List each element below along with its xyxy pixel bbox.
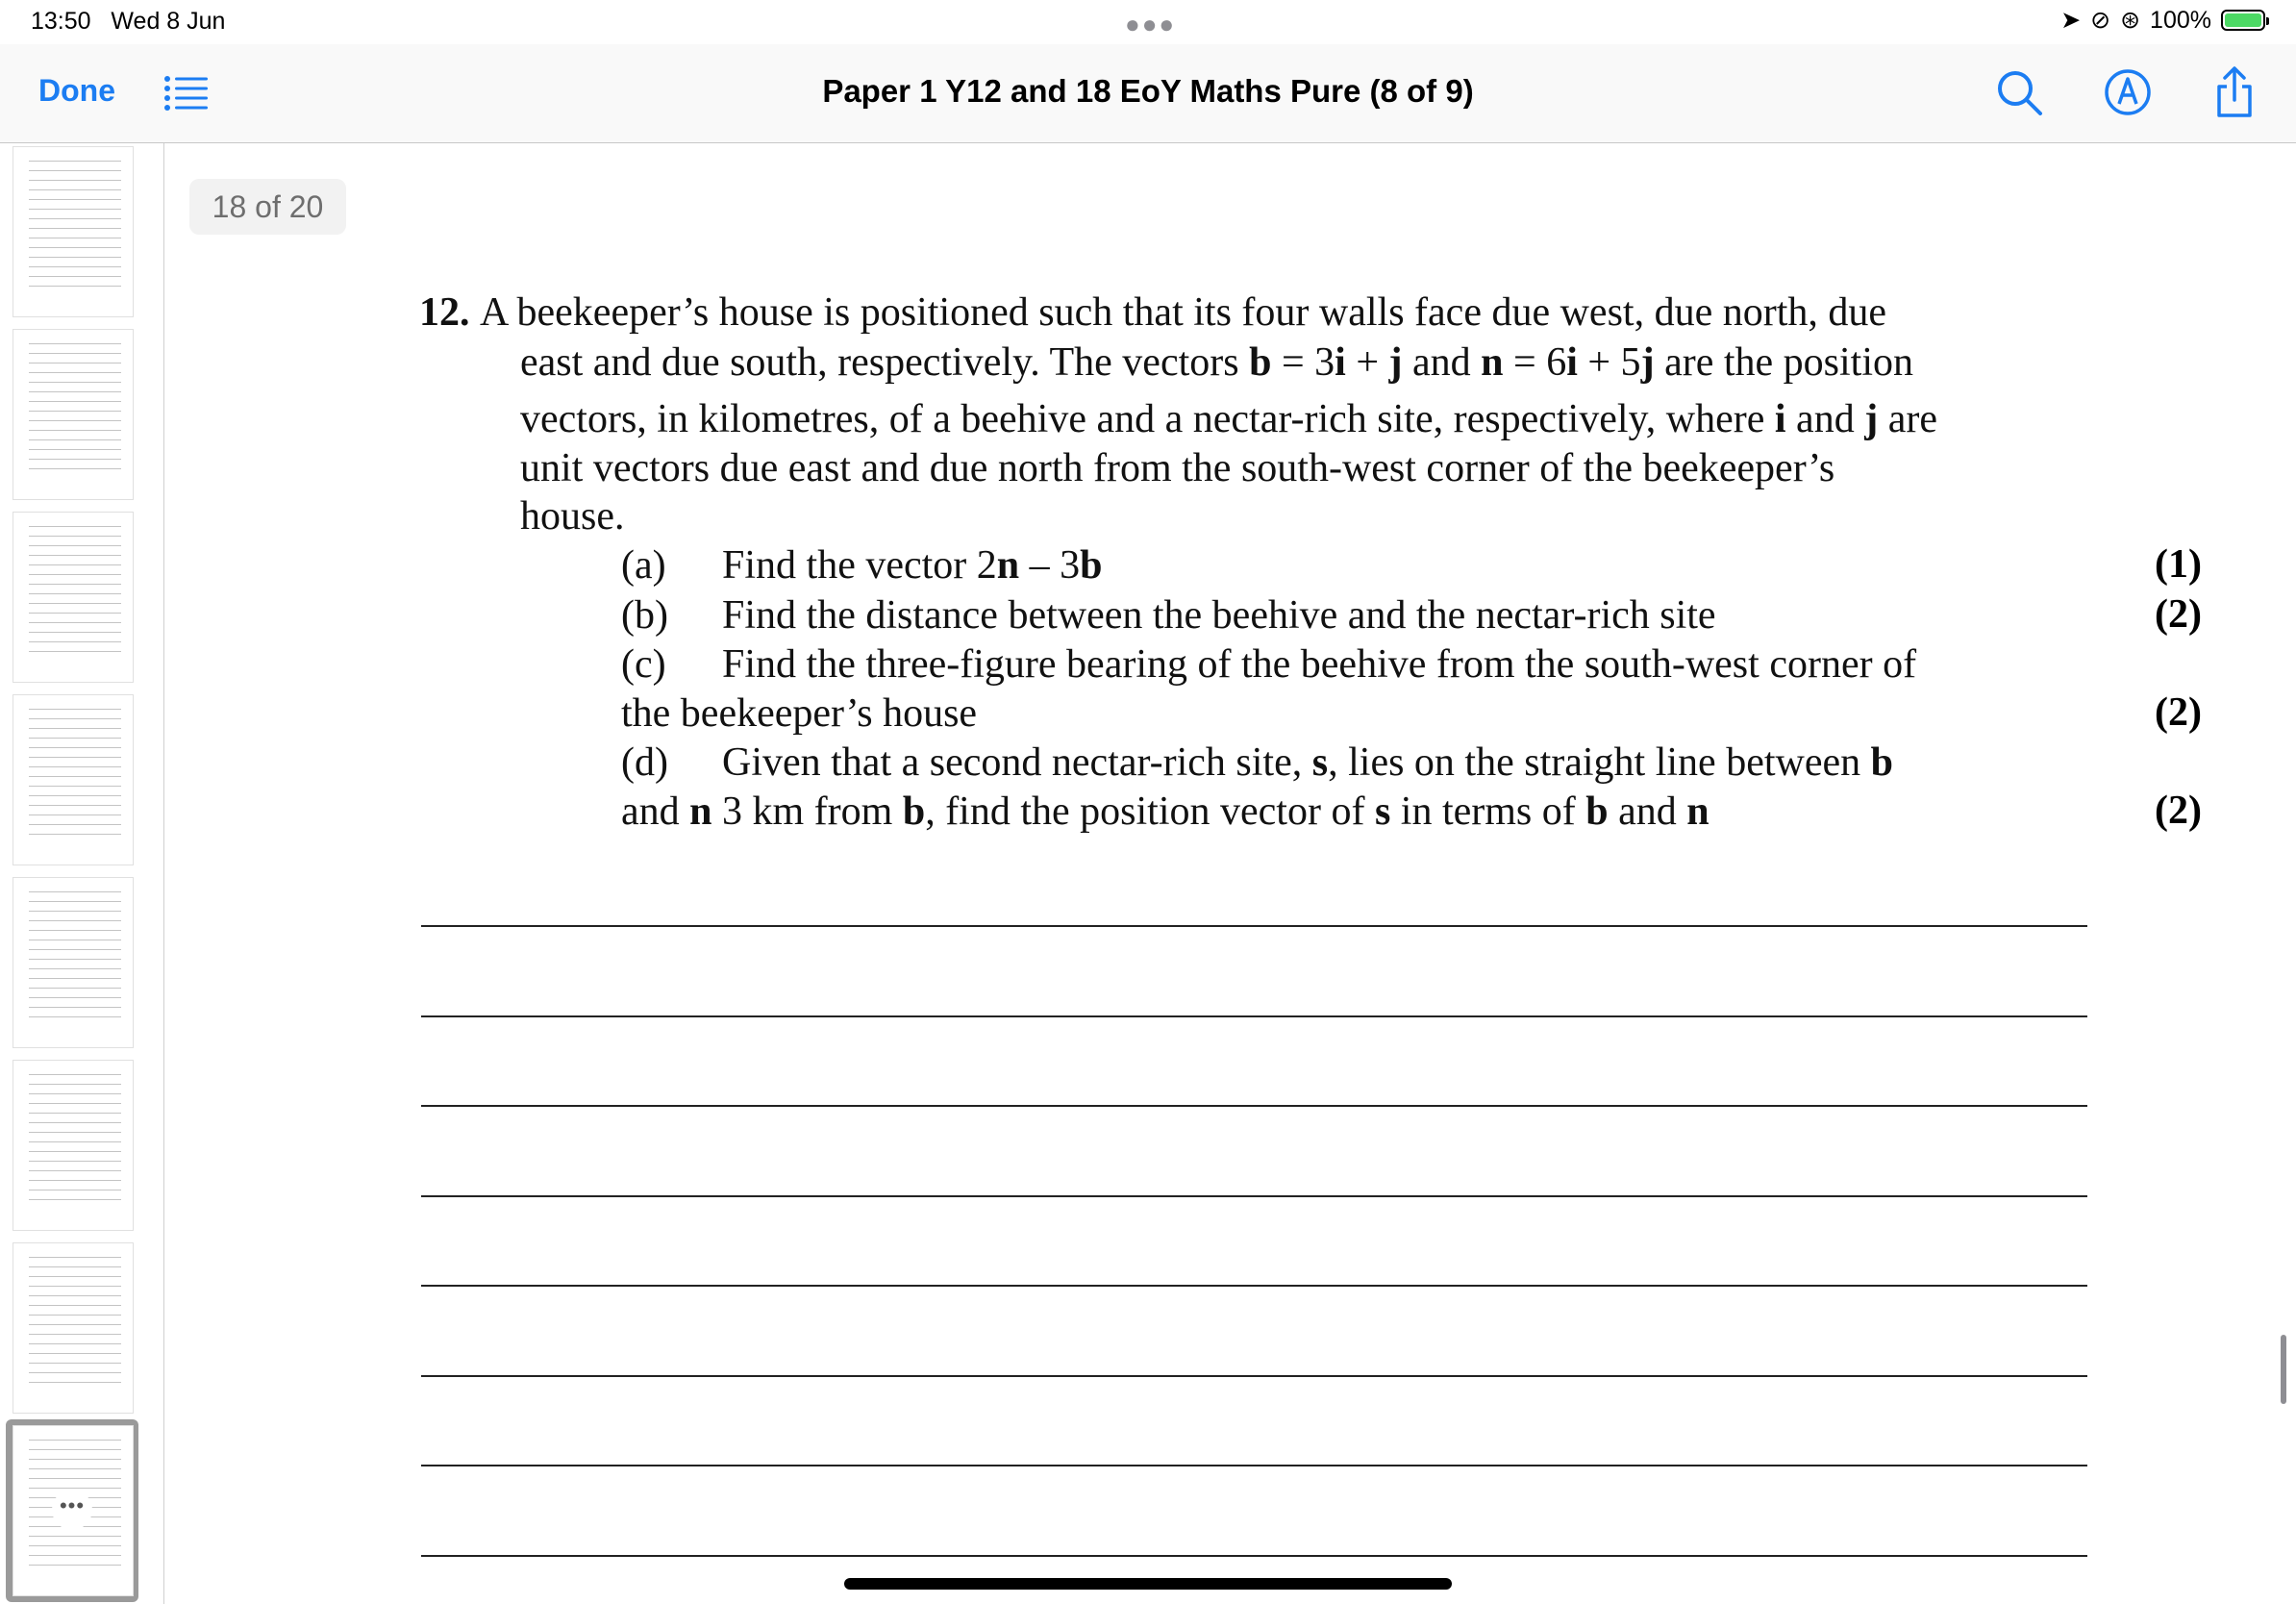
thumbnail-line [29,949,121,950]
thumbnail-line [29,170,121,171]
question-line-2: east and due south, respectively. The vectors b = 3i + j and n = 6i + 5j are the position [520,340,1913,385]
thumbnail-line [29,1459,121,1460]
thumbnail-line [29,997,121,998]
thumbnail-line [29,257,121,258]
thumbnail-line [29,555,121,556]
battery-icon [2221,10,2265,31]
thumbnail-line [29,738,121,739]
status-bar [0,0,2296,44]
answer-line [421,1555,2087,1557]
thumbnail-line [29,824,121,825]
thumbnail-line [29,526,121,527]
thumbnail-line [29,401,121,402]
thumbnail-line [29,180,121,181]
part-d-label: (d) [621,740,668,785]
thumbnail-line [29,564,121,565]
part-b-marks: (2) [2155,592,2202,637]
thumbnail-line [29,632,121,633]
part-d-marks: (2) [2155,789,2202,833]
question-line-5: house. [520,494,625,539]
thumbnail-line [29,439,121,440]
done-button[interactable]: Done [38,73,115,108]
thumbnail-line [29,286,121,287]
page-thumbnail[interactable] [13,513,133,682]
part-c-text-2: the beekeeper’s house [621,691,978,736]
thumbnail-line [29,1536,121,1537]
thumbnail-line [29,218,121,219]
thumbnail-line [29,1440,121,1441]
thumbnail-line [29,459,121,460]
location-icon: ➤ [2060,7,2082,34]
part-a-text: Find the vector 2n – 3b [722,543,1103,588]
thumbnail-line [29,189,121,190]
thumbnail-line [29,266,121,267]
thumbnail-line [29,1478,121,1479]
thumbnail-line [29,968,121,969]
thumbnail-line [29,911,121,912]
thumbnail-line [29,786,121,787]
thumbnail-line [29,1141,121,1142]
question-line-1: 12. A beekeeper’s house is positioned such that its four walls face due west, due north, due [419,290,1887,335]
multitasking-dots[interactable]: ●●● [1125,10,1177,38]
thumbnail-line [29,834,121,835]
home-indicator[interactable] [844,1578,1452,1590]
share-icon[interactable] [2208,65,2261,119]
markup-icon[interactable] [2101,65,2155,119]
thumbnail-line [29,622,121,623]
thumbnail-line [29,1343,121,1344]
thumbnail-line [29,1161,121,1162]
thumbnail-line [29,747,121,748]
thumbnail-line [29,1170,121,1171]
thumbnail-line [29,199,121,200]
thumbnail-line [29,757,121,758]
thumbnail-line [29,391,121,392]
thumbnail-line [29,353,121,354]
thumbnail-line [29,988,121,989]
thumbnail-line [29,920,121,921]
thumbnail-line [29,1016,121,1017]
thumbnail-line [29,1132,121,1133]
thumbnail-line [29,1353,121,1354]
thumbnail-line [29,1295,121,1296]
answer-line [421,1105,2087,1107]
thumbnail-line [29,545,121,546]
thumbnail-line [29,1199,121,1200]
thumbnail-line [29,776,121,777]
thumbnail-line [29,343,121,344]
thumbnail-line [29,1266,121,1267]
thumbnail-line [29,959,121,960]
thumbnail-line [29,1084,121,1085]
thumbnail-line [29,1545,121,1546]
thumbnail-line [29,1334,121,1335]
thumbnail-line [29,1103,121,1104]
page-thumbnail[interactable] [13,1243,133,1413]
thumbnail-line [29,718,121,719]
thumbnail-line [29,1324,121,1325]
thumbnail-line [29,1449,121,1450]
thumbnail-line [29,709,121,710]
part-a-marks: (1) [2155,542,2202,587]
answer-line [421,1285,2087,1287]
thumbnail-line [29,930,121,931]
thumbnail-line [29,766,121,767]
thumbnail-line [29,1315,121,1316]
page-thumbnail[interactable] [13,1061,133,1230]
answer-line [421,1375,2087,1377]
question-line-3: vectors, in kilometres, of a beehive and a nectar-rich site, respectively, where i and j are [520,397,1937,441]
search-icon[interactable] [1992,65,2046,119]
thumbnail-line [29,1151,121,1152]
thumbnail-line [29,613,121,614]
status-time: 13:50 Wed 8 Jun [31,8,226,35]
part-b-text: Find the distance between the beehive and the nectar-rich site [722,593,1716,638]
thumbnail-line [29,795,121,796]
thumbnail-line [29,901,121,902]
thumbnail-line [29,1382,121,1383]
thumbnail-line [29,1180,121,1181]
page-thumbnail[interactable] [13,878,133,1047]
part-c-label: (c) [621,642,666,687]
part-b-label: (b) [621,593,668,638]
thumbnail-line [29,228,121,229]
page-thumbnail[interactable] [13,695,133,865]
thumbnail-line [29,420,121,421]
thumbnail-line [29,449,121,450]
thumbnail-line [29,1257,121,1258]
navigation-bar [0,44,2296,143]
page-thumbnail[interactable] [13,330,133,499]
status-right [2060,6,2265,35]
thumbnail-line [29,593,121,594]
answer-line [421,1015,2087,1017]
battery-percent: 100% [2150,6,2211,34]
thumbnail-line [29,247,121,248]
thumbnail-line [29,978,121,979]
thumbnail-line [29,651,121,652]
part-a-label: (a) [621,543,666,588]
page-indicator: 18 of 20 [189,179,346,235]
answer-line [421,925,2087,927]
thumbnail-line [29,1286,121,1287]
question-number: 12. [419,290,470,335]
thumbnail-line [29,1093,121,1094]
page-thumbnail[interactable] [13,147,133,316]
thumbnail-line [29,1074,121,1075]
thumbnail-line [29,1276,121,1277]
thumbnail-line [29,276,121,277]
thumbnail-line [29,728,121,729]
thumbnail-line [29,161,121,162]
thumbnail-line [29,641,121,642]
thumbnail-line [29,209,121,210]
part-c-text: Find the three-figure bearing of the beehive from the south-west corner of [722,642,1917,687]
thumbnail-line [29,1372,121,1373]
thumbnail-line [29,584,121,585]
thumbnail-line [29,574,121,575]
list-icon[interactable] [163,73,210,113]
thumbnail-line [29,372,121,373]
link-icon: ⊘ [2090,7,2111,34]
thumbnail-line [29,536,121,537]
thumbnail-line [29,468,121,469]
thumbnail-line [29,411,121,412]
thumbnail-line [29,1122,121,1123]
part-d-text: Given that a second nectar-rich site, s, lies on the straight line between b [722,740,1893,785]
orientation-lock-icon: ⊛ [2120,7,2141,34]
thumbnail-line [29,1488,121,1489]
thumbnail-line [29,1305,121,1306]
answer-line [421,1465,2087,1466]
thumbnail-line [29,430,121,431]
part-c-marks: (2) [2155,690,2202,735]
document-title: Paper 1 Y12 and 18 EoY Maths Pure (8 of 9) [822,73,1474,109]
part-d-text-2: and n 3 km from b, find the position vector of s in terms of b and n [621,789,1710,834]
thumbnail-line [29,1113,121,1114]
question-line-4: unit vectors due east and due north from the south-west corner of the beekeeper’s [520,446,1835,490]
more-options-icon[interactable]: ••• [52,1490,92,1530]
thumbnail-line [29,1468,121,1469]
scroll-indicator[interactable] [2281,1335,2286,1404]
thumbnail-line [29,1555,121,1556]
thumbnail-line [29,1565,121,1566]
answer-line [421,1195,2087,1197]
thumbnail-line [29,382,121,383]
thumbnail-line [29,1363,121,1364]
thumbnail-line [29,1007,121,1008]
thumbnail-line [29,603,121,604]
thumbnail-line [29,891,121,892]
thumbnail-line [29,805,121,806]
